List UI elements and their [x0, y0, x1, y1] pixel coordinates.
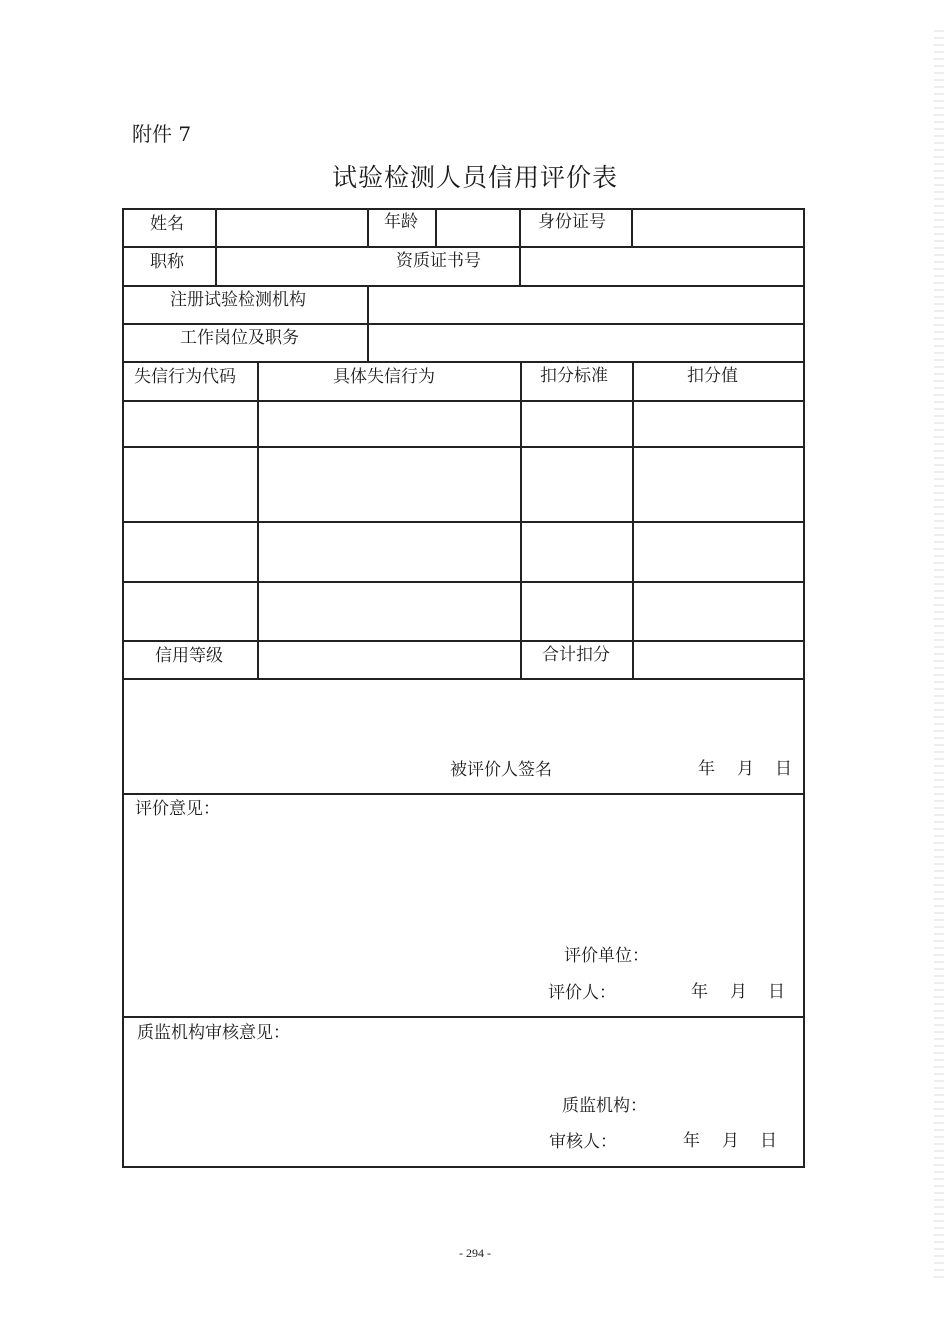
- rule: [631, 208, 633, 246]
- institution-label: 注册试验检测机构: [170, 290, 306, 310]
- sign-day: 日: [775, 759, 792, 779]
- rule: [122, 285, 805, 287]
- annex-label: 附件 7: [132, 122, 192, 146]
- rule: [122, 246, 805, 248]
- id-number-label: 身份证号: [538, 212, 606, 232]
- name-label: 姓名: [150, 214, 184, 234]
- evaluation-unit-label: 评价单位：: [564, 946, 649, 966]
- column-header-behavior: 具体失信行为: [333, 367, 435, 387]
- total-deduction-label: 合计扣分: [542, 645, 610, 665]
- column-header-code: 失信行为代码: [134, 367, 236, 387]
- supervision-agency-label: 质监机构：: [562, 1096, 647, 1116]
- certificate-number-label: 资质证书号: [396, 251, 481, 271]
- rule: [122, 640, 805, 642]
- rule: [367, 285, 369, 361]
- rule: [215, 208, 217, 285]
- rule: [122, 400, 805, 402]
- opinion-month: 月: [730, 982, 747, 1002]
- rule: [122, 793, 805, 795]
- review-day: 日: [760, 1131, 777, 1151]
- rule: [803, 208, 805, 1168]
- evaluator-label: 评价人：: [548, 983, 616, 1003]
- column-header-deduction: 扣分值: [687, 366, 738, 386]
- rule: [122, 678, 805, 680]
- rule: [122, 208, 805, 210]
- page-number: - 294 -: [459, 1246, 491, 1260]
- job-title-label: 职称: [150, 252, 184, 272]
- review-year: 年: [683, 1131, 700, 1151]
- sign-year: 年: [698, 759, 715, 779]
- rule: [122, 581, 805, 583]
- rule: [122, 208, 124, 1168]
- rule: [122, 1166, 805, 1168]
- rule: [122, 1016, 805, 1018]
- evaluatee-signature-label: 被评价人签名: [450, 760, 552, 780]
- review-opinion-label: 质监机构审核意见：: [137, 1023, 290, 1043]
- rule: [122, 446, 805, 448]
- reviewer-label: 审核人：: [549, 1132, 617, 1152]
- rule: [257, 361, 259, 678]
- evaluation-opinion-label: 评价意见：: [135, 799, 220, 819]
- review-month: 月: [722, 1131, 739, 1151]
- form-title: 试验检测人员信用评价表: [331, 163, 618, 192]
- credit-evaluation-form: [122, 208, 805, 1168]
- sign-month: 月: [737, 759, 754, 779]
- rule: [519, 208, 521, 285]
- age-label: 年龄: [384, 212, 418, 232]
- rule: [632, 361, 634, 678]
- scan-edge-artifact: [934, 30, 944, 1280]
- position-label: 工作岗位及职务: [180, 328, 299, 348]
- column-header-standard: 扣分标准: [540, 366, 608, 386]
- credit-grade-label: 信用等级: [155, 646, 223, 666]
- rule: [122, 521, 805, 523]
- rule: [435, 208, 437, 246]
- rule: [367, 208, 369, 246]
- rule: [122, 361, 805, 363]
- rule: [122, 323, 805, 325]
- opinion-year: 年: [691, 982, 708, 1002]
- opinion-day: 日: [768, 982, 785, 1002]
- rule: [520, 361, 522, 678]
